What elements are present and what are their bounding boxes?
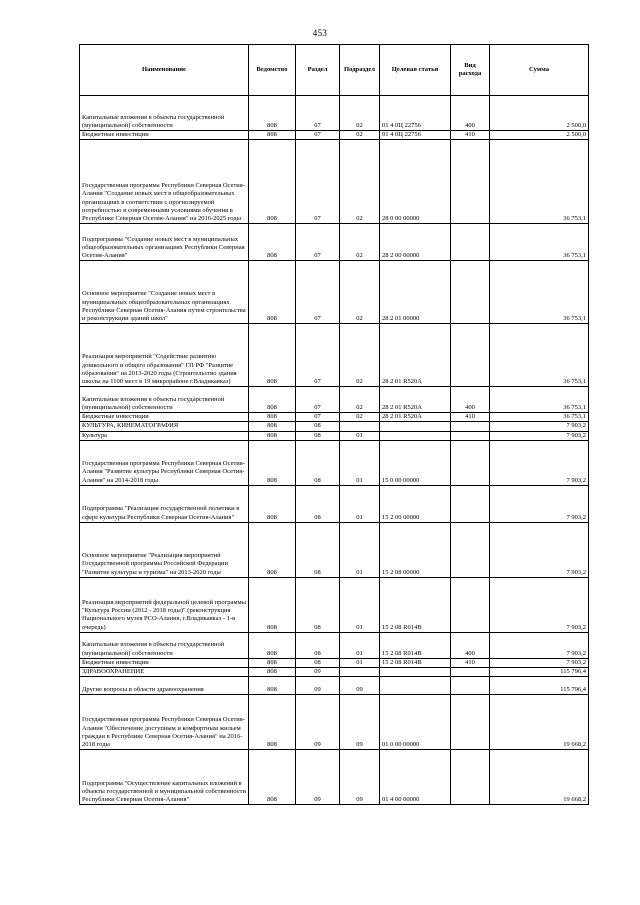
row-vid-cell: 400	[451, 387, 490, 413]
row-razdel-cell: 07	[296, 140, 340, 224]
table-row	[80, 413, 589, 422]
table-row	[80, 668, 589, 677]
row-vedomstvo-cell: 808	[249, 387, 296, 413]
table-row	[80, 131, 589, 140]
row-name-cell: Капитальные вложения в объекты государственной (муниципальной) собственности	[80, 632, 249, 658]
row-razdel-cell: 07	[296, 261, 340, 324]
table-row	[80, 577, 589, 632]
row-article-cell: 28 2 00 00000	[380, 224, 451, 261]
row-vid-cell	[451, 440, 490, 485]
row-article-cell: 15 2 08 00000	[380, 522, 451, 577]
row-vedomstvo-cell: 808	[249, 658, 296, 667]
row-name-cell: Реализация мероприятий федеральной целевой программы "Культура России (2012 - 2018 годы)" (реконструкция Национального музея РСО-Алания, г.Владикавказ - 1-я очередь)	[80, 577, 249, 632]
table-row	[80, 440, 589, 485]
row-name-cell: Капитальные вложения в объекты государственной (муниципальной) собственности	[80, 387, 249, 413]
table-row	[80, 695, 589, 750]
row-name-cell: Основное мероприятие "Создание новых мест в муниципальных общеобразовательных организациях Республики Северная Осетия-Алания путем строительства и реконструкции зданий школ"	[80, 261, 249, 324]
row-name-cell: Реализация мероприятий "Содействие развитию дошкольного и общего образования" ГП РФ "Развитие образования" на 2013-2020 годы (Строительство здания школы на 1100 мест в 19 микрорайоне г.Владикавказ)	[80, 324, 249, 387]
row-vedomstvo-cell: 808	[249, 750, 296, 805]
row-razdel-cell: 09	[296, 668, 340, 677]
row-razdel-cell: 08	[296, 658, 340, 667]
row-article-cell: 15 2 08 R014B	[380, 577, 451, 632]
row-sum-cell: 36 753,1	[490, 140, 589, 224]
row-podrazdel-cell	[340, 668, 380, 677]
row-vedomstvo-cell: 808	[249, 431, 296, 440]
row-podrazdel-cell: 09	[340, 750, 380, 805]
row-razdel-cell: 08	[296, 422, 340, 431]
row-vid-cell	[451, 261, 490, 324]
row-razdel-cell: 07	[296, 413, 340, 422]
row-article-cell	[380, 422, 451, 431]
page-number: 453	[312, 28, 328, 38]
row-vid-cell: 410	[451, 413, 490, 422]
row-podrazdel-cell: 02	[340, 140, 380, 224]
row-vid-cell	[451, 522, 490, 577]
row-vid-cell	[451, 677, 490, 695]
row-razdel-cell: 08	[296, 431, 340, 440]
row-name-cell: Государственная программа Республики Северная Осетия-Алания "Обеспечение доступным и комфортным жильем граждан в Республике Северная Осетия-Алания" на 2016-2018 годы	[80, 695, 249, 750]
row-podrazdel-cell: 02	[340, 96, 380, 131]
row-podrazdel-cell: 01	[340, 440, 380, 485]
row-podrazdel-cell: 09	[340, 695, 380, 750]
row-article-cell	[380, 431, 451, 440]
row-vid-cell	[451, 224, 490, 261]
row-name-cell: Государственная программа Республики Северная Осетия-Алания "Развитие культуры Республики Северная Осетия-Алания" на 2014-2018 годы	[80, 440, 249, 485]
row-podrazdel-cell: 01	[340, 658, 380, 667]
table-row	[80, 387, 589, 413]
row-razdel-cell: 07	[296, 387, 340, 413]
row-sum-cell: 2 500,0	[490, 96, 589, 131]
table-row	[80, 431, 589, 440]
row-sum-cell: 7 903,2	[490, 422, 589, 431]
row-sum-cell: 36 753,1	[490, 261, 589, 324]
row-sum-cell: 36 753,1	[490, 413, 589, 422]
row-vedomstvo-cell: 808	[249, 632, 296, 658]
header-sum: Сумма	[490, 45, 589, 96]
row-sum-cell: 36 753,1	[490, 324, 589, 387]
row-name-cell: Бюджетные инвестиции	[80, 131, 249, 140]
row-vid-cell	[451, 422, 490, 431]
row-podrazdel-cell: 01	[340, 485, 380, 522]
row-podrazdel-cell: 01	[340, 522, 380, 577]
row-article-cell: 01 0 00 00000	[380, 695, 451, 750]
header-vedomstvo: Ведомство	[249, 45, 296, 96]
row-sum-cell: 36 753,1	[490, 224, 589, 261]
row-name-cell: Бюджетные инвестиции	[80, 658, 249, 667]
header-article: Целевая статья	[380, 45, 451, 96]
row-article-cell: 01 4 00 00000	[380, 750, 451, 805]
row-vedomstvo-cell: 808	[249, 261, 296, 324]
row-vid-cell: 400	[451, 632, 490, 658]
row-vedomstvo-cell: 808	[249, 413, 296, 422]
row-vid-cell: 410	[451, 131, 490, 140]
row-razdel-cell: 09	[296, 750, 340, 805]
table-row	[80, 96, 589, 131]
row-name-cell: Бюджетные инвестиции	[80, 413, 249, 422]
row-vedomstvo-cell: 808	[249, 677, 296, 695]
row-vedomstvo-cell: 808	[249, 577, 296, 632]
row-article-cell: 15 2 08 R014B	[380, 658, 451, 667]
table-row	[80, 261, 589, 324]
row-sum-cell: 7 903,2	[490, 440, 589, 485]
row-vedomstvo-cell: 808	[249, 324, 296, 387]
row-sum-cell: 2 500,0	[490, 131, 589, 140]
table-row	[80, 632, 589, 658]
row-vedomstvo-cell: 808	[249, 131, 296, 140]
row-vedomstvo-cell: 808	[249, 522, 296, 577]
budget-table	[79, 44, 589, 805]
row-razdel-cell: 08	[296, 577, 340, 632]
row-sum-cell: 19 668,2	[490, 695, 589, 750]
row-article-cell: 15 2 00 00000	[380, 485, 451, 522]
row-vid-cell	[451, 431, 490, 440]
row-podrazdel-cell: 01	[340, 431, 380, 440]
table-row	[80, 522, 589, 577]
row-podrazdel-cell: 02	[340, 387, 380, 413]
row-sum-cell: 115 796,4	[490, 668, 589, 677]
row-vid-cell	[451, 695, 490, 750]
row-razdel-cell: 08	[296, 522, 340, 577]
row-vid-cell	[451, 668, 490, 677]
row-name-cell: Культура	[80, 431, 249, 440]
table-row	[80, 750, 589, 805]
row-article-cell: 15 0 00 00000	[380, 440, 451, 485]
table-row	[80, 324, 589, 387]
row-article-cell	[380, 677, 451, 695]
row-name-cell: Капитальные вложения в объекты государственной (муниципальной) собственности	[80, 96, 249, 131]
row-sum-cell: 7 903,2	[490, 577, 589, 632]
row-vid-cell	[451, 750, 490, 805]
row-vedomstvo-cell: 808	[249, 668, 296, 677]
row-razdel-cell: 07	[296, 224, 340, 261]
table-header-row	[80, 45, 589, 96]
row-vedomstvo-cell: 808	[249, 140, 296, 224]
row-name-cell: Подпрограмма "Создание новых мест в муниципальных общеобразовательных организациях Республики Северная Осетия-Алания"	[80, 224, 249, 261]
table-row	[80, 422, 589, 431]
row-podrazdel-cell	[340, 422, 380, 431]
row-article-cell: 28 2 01 R520A	[380, 387, 451, 413]
row-podrazdel-cell: 01	[340, 577, 380, 632]
row-vid-cell: 400	[451, 96, 490, 131]
row-article-cell	[380, 668, 451, 677]
row-article-cell: 28 2 01 R520A	[380, 324, 451, 387]
row-razdel-cell: 08	[296, 485, 340, 522]
row-article-cell: 15 2 08 R014B	[380, 632, 451, 658]
row-vedomstvo-cell: 808	[249, 440, 296, 485]
row-razdel-cell: 07	[296, 96, 340, 131]
row-vid-cell	[451, 577, 490, 632]
table-row	[80, 140, 589, 224]
row-razdel-cell: 08	[296, 632, 340, 658]
row-razdel-cell: 09	[296, 695, 340, 750]
row-sum-cell: 36 753,1	[490, 387, 589, 413]
row-vid-cell	[451, 485, 490, 522]
row-name-cell: Подпрограмма "Осуществление капитальных вложений в объекты государственной и муниципальной собственности Республики Северная Осетия-Алания"	[80, 750, 249, 805]
row-article-cell: 28 0 00 00000	[380, 140, 451, 224]
row-podrazdel-cell: 02	[340, 413, 380, 422]
row-article-cell: 28 2 01 R520A	[380, 413, 451, 422]
row-sum-cell: 7 903,2	[490, 522, 589, 577]
row-podrazdel-cell: 09	[340, 677, 380, 695]
row-vid-cell	[451, 324, 490, 387]
row-name-cell: Государственная программа Республики Северная Осетия-Алания "Создание новых мест в общеобразовательных организациях в соответствии с прогнозируемой потребностью и современными условиями обучения в Республике Северная Осетия-Алания" на 2016-2025 годы	[80, 140, 249, 224]
table-row	[80, 658, 589, 667]
row-sum-cell: 7 903,2	[490, 658, 589, 667]
header-vid: Вид расхода	[451, 45, 490, 96]
row-razdel-cell: 07	[296, 324, 340, 387]
row-name-cell: ЗДРАВООХРАНЕНИЕ	[80, 668, 249, 677]
row-podrazdel-cell: 02	[340, 131, 380, 140]
row-vedomstvo-cell: 808	[249, 422, 296, 431]
row-sum-cell: 7 903,2	[490, 632, 589, 658]
header-razdel: Раздел	[296, 45, 340, 96]
header-name: Наименование	[80, 45, 249, 96]
row-vid-cell	[451, 140, 490, 224]
table-row	[80, 485, 589, 522]
row-razdel-cell: 07	[296, 131, 340, 140]
table-row	[80, 224, 589, 261]
table-row	[80, 677, 589, 695]
row-article-cell: 01 4 0Ц 22756	[380, 96, 451, 131]
row-razdel-cell: 09	[296, 677, 340, 695]
row-vedomstvo-cell: 808	[249, 695, 296, 750]
row-podrazdel-cell: 02	[340, 224, 380, 261]
table-body	[80, 96, 589, 805]
row-sum-cell: 115 796,4	[490, 677, 589, 695]
row-article-cell: 28 2 01 00000	[380, 261, 451, 324]
row-podrazdel-cell: 01	[340, 632, 380, 658]
row-article-cell: 01 4 0Ц 22756	[380, 131, 451, 140]
row-vedomstvo-cell: 808	[249, 96, 296, 131]
row-razdel-cell: 08	[296, 440, 340, 485]
row-sum-cell: 19 668,2	[490, 750, 589, 805]
header-podrazdel: Подраздел	[340, 45, 380, 96]
row-name-cell: Другие вопросы в области здравоохранения	[80, 677, 249, 695]
row-vid-cell: 410	[451, 658, 490, 667]
row-name-cell: КУЛЬТУРА, КИНЕМАТОГРАФИЯ	[80, 422, 249, 431]
row-podrazdel-cell: 02	[340, 324, 380, 387]
row-sum-cell: 7 903,2	[490, 485, 589, 522]
row-name-cell: Основное мероприятие "Реализация мероприятий Государственной программы Российской Федерации "Развитие культуры и туризма" на 2013-2020 годы	[80, 522, 249, 577]
row-podrazdel-cell: 02	[340, 261, 380, 324]
row-name-cell: Подпрограмма "Реализация государственной политики в сфере культуры Республики Северная Осетия-Алания"	[80, 485, 249, 522]
row-sum-cell: 7 903,2	[490, 431, 589, 440]
row-vedomstvo-cell: 808	[249, 485, 296, 522]
row-vedomstvo-cell: 808	[249, 224, 296, 261]
